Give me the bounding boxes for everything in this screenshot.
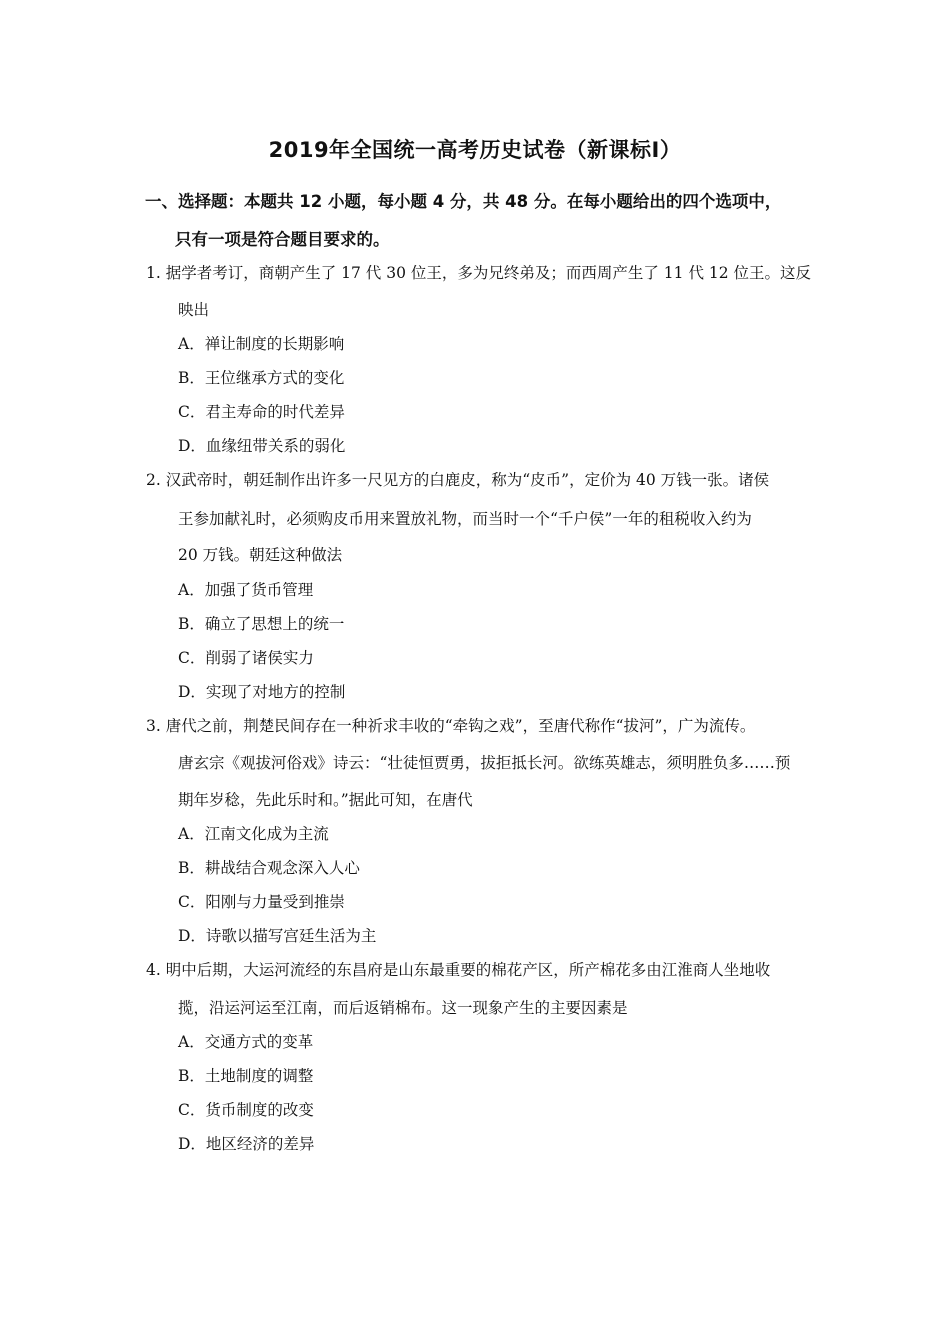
page-title: 2019年全国统一高考历史试卷（新课标Ⅰ） — [268, 138, 682, 162]
question-4-stem-cont: 揽，沿运河运至江南，而后返销棉布。这一现象产生的主要因素是 — [178, 999, 628, 1017]
question-2-stem-cont-1: 王参加献礼时，必须购皮币用来置放礼物，而当时一个“千户侯”一年的租税收入约为 — [178, 510, 752, 528]
question-3-stem-cont-1: 唐玄宗《观拔河俗戏》诗云：“壮徒恒贾勇，拔拒抵长河。欲练英雄志，须明胜负多……预 — [178, 754, 791, 772]
question-3-option-b: B．耕战结合观念深入人心 — [178, 859, 360, 877]
section-heading-line-2: 只有一项是符合题目要求的。 — [175, 230, 390, 249]
question-3-option-a: A．江南文化成为主流 — [178, 825, 329, 843]
question-4-option-b: B．土地制度的调整 — [178, 1067, 314, 1085]
question-2-option-b: B．确立了思想上的统一 — [178, 615, 345, 633]
question-1-stem: 1. 据学者考订，商朝产生了 17 代 30 位王，多为兄终弟及；而西周产生了 11 代 12 位王。这反 — [146, 264, 812, 282]
question-3-stem: 3. 唐代之前，荆楚民间存在一种祈求丰收的“牵钩之戏”，至唐代称作“拔河”，广为流传。 — [146, 717, 756, 735]
question-4-option-a: A．交通方式的变革 — [178, 1033, 314, 1051]
question-3-stem-cont-2: 期年岁稔，先此乐时和。”据此可知，在唐代 — [178, 791, 473, 809]
question-4-option-d: D．地区经济的差异 — [178, 1135, 315, 1153]
question-1-option-d: D．血缘纽带关系的弱化 — [178, 437, 346, 455]
question-2-stem: 2. 汉武帝时，朝廷制作出许多一尺见方的白鹿皮，称为“皮币”，定价为 40 万钱一张。诸侯 — [146, 471, 770, 489]
question-3-option-c: C．阳刚与力量受到推崇 — [178, 893, 345, 911]
question-1-option-a: A．禅让制度的长期影响 — [178, 335, 345, 353]
question-1-stem-cont: 映出 — [178, 301, 210, 319]
question-1-option-b: B．王位继承方式的变化 — [178, 369, 345, 387]
question-2-option-c: C．削弱了诸侯实力 — [178, 649, 314, 667]
question-4-option-c: C．货币制度的改变 — [178, 1101, 314, 1119]
question-2-option-a: A．加强了货币管理 — [178, 581, 314, 599]
section-heading-line-1: 一、选择题：本题共 12 小题，每小题 4 分，共 48 分。在每小题给出的四个选项中， — [145, 192, 782, 211]
question-4-stem: 4. 明中后期，大运河流经的东昌府是山东最重要的棉花产区，所产棉花多由江淮商人坐地收 — [146, 961, 771, 979]
question-3-option-d: D．诗歌以描写宫廷生活为主 — [178, 927, 377, 945]
question-2-option-d: D．实现了对地方的控制 — [178, 683, 346, 701]
question-1-option-c: C．君主寿命的时代差异 — [178, 403, 345, 421]
question-2-stem-cont-2: 20 万钱。朝廷这种做法 — [178, 546, 343, 564]
